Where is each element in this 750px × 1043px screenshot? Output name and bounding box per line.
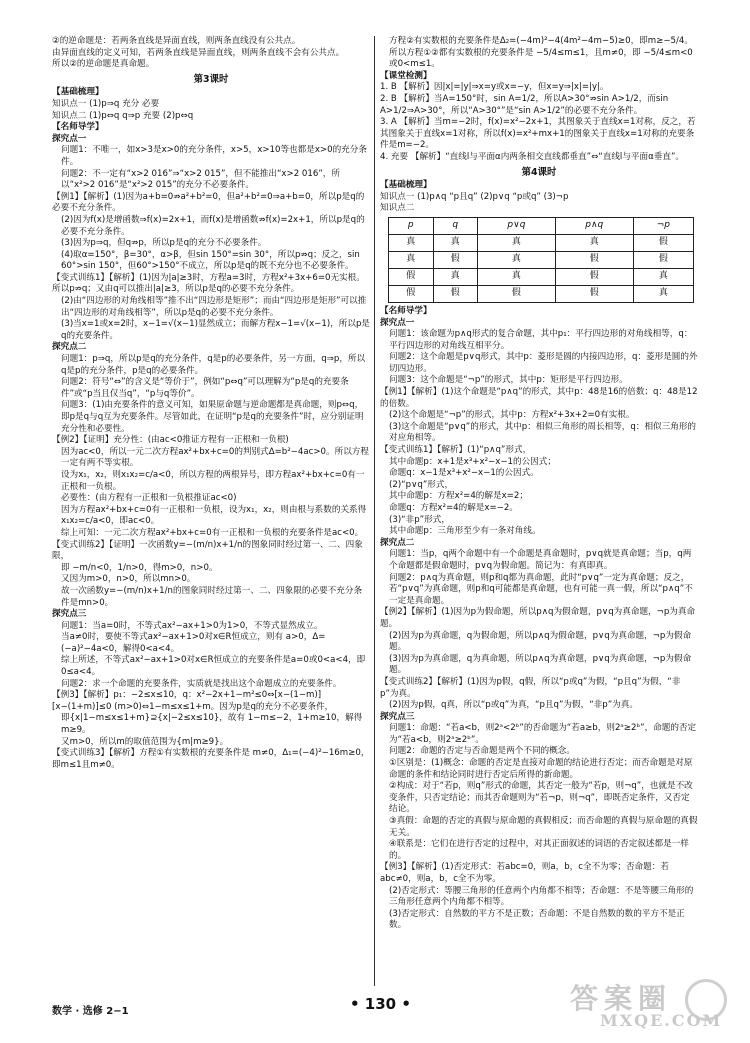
text-line: (3)这个命题是“p∨q”的形式，其中p：相似三角形的周长相等，q：相似三角形的对应角相等。 [389,421,697,444]
text-line: (2)因为p假，q真，所以“p或q”为真，“p且q”为假，“非p”为真。 [389,700,638,711]
example: 【例2】【解析】(1)因为p为假命题，所以p∧q为假命题，p∨q为真命题，¬p为真命题。 [380,607,696,629]
text-line: 问题2：符号“⇔”的含义是“等价于”，例如“p⇔q”可以理解为“p是q的充要条件”或“p当且仅当q”，“p与q等价”。 [61,377,349,399]
text-line: 故一次函数y=−(m/n)x+1/n的图象同时经过第一、二、四象限的必要不充分条件是mn>0。 [61,585,363,608]
text-line: 所以方程①②都有实数根的充要条件是 −5/4≤m≤1，且m≠0，即 −5/4≤m<0或0<m≤1。 [389,47,693,70]
text-line: 问题1：当a=0时，不等式ax²−ax+1>0为1>0，不等式显然成立。 [61,620,323,631]
truth-table-row [389,234,694,251]
text-line: ②的逆命题是：若两条直线是异面直线，则两条直线没有公共点。 [52,36,301,46]
text-line: (3)否定形式：自然数的平方不是正数；否命题：不是自然数的数的平方不是正数。 [389,908,685,931]
example: 【例2】【证明】充分性：(由ac<0推证方程有一正根和一负根) [52,435,289,446]
right-column [380,36,698,932]
text-line: (2)这个命题是“¬p”的形式，其中p：方程x²+3x+2=0有实根。 [389,410,635,421]
example: 【例3】【解析】(1)否定形式：若abc=0，则a，b，c全不为零；否命题：若abc≠0，则a，b，c全不为零。 [380,862,669,884]
text-line: (2)“p∨q”形式， [389,479,454,490]
text-line: 方程②有实数根的充要条件是Δ₂=(−4m)²−4(4m²−4m−5)≥0，即m≥−5/4。 [389,36,693,46]
truth-cell: 假 [555,285,633,302]
text-line: 知识点一 (1)p⇒q 充分 必要 [52,98,160,109]
example: 【变式训练1】【解析】(1)“p∧q”形式， [380,445,532,456]
text-line: 即{x|1−m≤x≤1+m}⊇{x|−2≤x≤10}，故有 1−m≤−2，1+m≥10，解得m≥9。 [61,713,363,736]
truth-cell: 真 [633,285,693,302]
column-divider [374,36,375,986]
text-line: 综上可知：一元二次方程ax²+bx+c=0有一正根和一负根的充要条件是ac<0。 [61,527,364,538]
text-line: 所以②的逆命题是真命题。 [52,59,155,70]
watermark-url: MXQE.COM [600,1011,723,1030]
explore-heading: 探究点三 [52,609,87,620]
example: 【变式训练1】【解析】(1)因为|a|≥3时，方程a=3时，方程x²+3x+6=0无实根。所以p⇏q；又由q可以推出|a|≥3，所以p是q的必要不充分条件。 [52,272,365,295]
text-line: ②构成：对于“若p，则q”形式的命题，其否定一般为“若p，则¬q”，也就是不改变条件，只否定结论；而其否命题则为“若¬p，则¬q”，即既否定条件，又否定结论。 [389,781,693,815]
example: 【变式训练3】【解析】方程①有实数根的充要条件是 m≠0，Δ₁=(−4)²−16m≥0，即m≤1且m≠0。 [52,748,370,770]
text-line: (2)由“四边形的对角线相等”推不出“四边形是矩形”；而由“四边形是矩形”可以推出“四边形的对角线相等”，所以p是q的必要不充分条件。 [61,296,367,318]
truth-table [388,217,694,303]
truth-cell: 真 [478,234,556,251]
text-line: 因为方程ax²+bx+c=0有一正根和一负根，设为x₁，x₂，则由根与系数的关系得x₁x₂=c/a<0，即ac<0。 [61,504,367,527]
text-line: ④联系是：它们在进行否定的过程中，对其正面叙述的词语的否定叙述都是一样的。 [389,839,689,861]
truth-cell: 假 [433,285,478,302]
truth-cell: 假 [389,268,434,285]
truth-table-row [389,268,694,285]
text-line: 其中命题p：方程x²=4的解是x=2； [389,491,528,502]
text-line: 问题1：不唯一，如x>3是x>0的充分条件，x>5，x>10等也都是x>0的充分条件。 [61,145,367,167]
text-line: 又m>0，所以m的取值范围为{m|m≥9}。 [61,736,229,747]
page-number: • 130 • [350,995,411,1013]
example: 【变式训练2】【解析】(1)因为p假，q假，所以“p或q”为假，“p且q”为假，“非p”为真。 [380,676,681,699]
truth-header-cell: p∧q [555,217,633,234]
text-line: (4)取α=150°，β=30°，α>β，但sin 150°=sin 30°，所以p⇏q；反之，sin 60°>sin 150°，但60°>150°不成立，所以p是q的既不充分也不必要条件。 [61,249,360,272]
text-line: 其中命题p：三角形至少有一条对角线。 [389,526,541,537]
text-line: 问题2：不一定有“x>2 016”⇒“x>2 015”，但不能推出“x>2 016”，所以“x²>2 016”是“x²>2 015”的充分不必要条件。 [61,168,340,191]
text-line: 知识点二 [380,203,415,214]
example: 【变式训练2】【证明】一次函数y=−(m/n)x+1/n的图象同时经过第一、二、四象限， [52,539,363,562]
text-line: 问题3：(1)由充要条件的意义可知，如果原命题与逆命题都是真命题，则p⇔q，即p是q与q互为充要条件。尽管如此，在证明“p是q的充要条件”时，应分别证明充分性和必要性。 [61,400,364,434]
truth-table-header [389,217,694,234]
left-column [52,36,370,771]
example: 【例1】【解析】(1)这个命题是“p∧q”的形式，其中p：48是16的倍数；q：48是12的倍数。 [380,387,698,409]
text-line: 问题1：命题：“若a<b，则2ᵃ<2ᵇ”的否命题为“若a≥b，则2ᵃ≥2ᵇ”，命题的否定为“若a<b，则2ᵃ≥2ᵇ”。 [389,723,697,745]
truth-header-cell: p∨q [478,217,556,234]
section-tag: 【课堂检测】 [380,70,432,81]
subject-footer: 数学 · 选修 2−1 [52,1006,129,1017]
truth-cell: 假 [555,268,633,285]
truth-cell: 真 [433,234,478,251]
text-line: 又因为m>0，n>0，所以mn>0。 [61,574,196,585]
truth-cell: 真 [389,251,434,268]
truth-cell: 假 [433,251,478,268]
truth-cell: 真 [633,268,693,285]
lesson-heading: 第4课时 [521,166,557,178]
text-line: 问题1：p⇒q，所以p是q的充分条件，q是p的必要条件，另一方面，q⇒p，所以q是p的充分条件，p是q的必要条件。 [61,354,366,376]
text-line: (3)因为p⇒q，但q⇏p，所以p是q的充分不必要条件。 [61,238,267,249]
section-tag: 【基础梳理】 [380,180,432,191]
text-line: (2)因为f(x)是增函数⇒f(x)=2x+1，而f(x)是增函数⇏f(x)=2x+1，所以p是q的必要不充分条件。 [61,214,365,237]
truth-table-row [389,251,694,268]
truth-header-cell: ¬p [633,217,693,234]
truth-table-row [389,285,694,302]
text-line: 即 −m/n<0，1/n>0，得m>0，n>0。 [61,562,218,573]
explore-heading: 探究点一 [52,133,87,144]
truth-cell: 真 [478,268,556,285]
text-line: 问题2：p∧q为真命题，则p和q都为真命题，此时“p∨q”一定为真命题；反之，若“p∨q”为真命题，则p和q可能都是真命题，也有可能一真一假，所以“p∧q”不一定是真命题。 [389,572,693,606]
explore-heading: 探究点二 [52,342,87,353]
text-line: 问题2：命题的否定与否命题是两个不同的概念。 [389,746,575,757]
lesson-heading: 第3课时 [193,73,229,85]
truth-cell: 假 [478,285,556,302]
text-line: 因为ac<0，所以一元二次方程ax²+bx+c=0的判别式Δ=b²−4ac>0。所以方程一定有两不等实根。 [61,446,369,469]
text-line: ③真假：命题的否定的真假与原命题的真假相反；而否命题的真假与原命题的真假无关。 [389,816,698,838]
truth-header-cell: q [433,217,478,234]
truth-cell: 假 [555,251,633,268]
section-tag: 【名师导学】 [380,305,432,316]
truth-cell: 真 [389,234,434,251]
truth-cell: 真 [555,234,633,251]
text-line: 其中命题p：x+1是x³+x²−x−1的公因式； [389,456,556,467]
truth-cell: 假 [633,234,693,251]
truth-cell: 真 [433,268,478,285]
watermark-text: 答案圈 [570,982,673,1015]
text-line: 必要性：(由方程有一正根和一负根推证ac<0) [61,493,237,504]
explore-heading: 探究点三 [380,711,415,722]
text-line: 问题3：这个命题是“¬p”的形式，其中p：矩形是平行四边形。 [389,375,628,386]
text-line: (2)因为p为真命题，q为假命题，所以p∧q为假命题，p∨q为真命题，¬p为假命题。 [389,630,692,653]
section-tag: 【名师导学】 [52,122,104,133]
answer: 2. B 【解析】当A=150°时，sin A=1/2，所以A>30°⇏sin A>1/2，而sin A>1/2⇒A>30°，所以“A>30°”是“sin A>1/2”的必要不充分条件。 [380,93,669,116]
text-line: 综上所述，不等式ax²−ax+1>0对x∈R恒成立的充要条件是a=0或0<a<4，即0≤a<4。 [61,655,366,678]
truth-header-cell: p [389,217,434,234]
example: 【例3】【解析】p₁：−2≤x≤10，q：x²−2x+1−m²≤0⇔[x−(1−m)][x−(1+m)]≤0 (m>0)⇔1−m≤x≤1+m。因为p是q的充分不必要条件， [52,690,334,712]
text-line: 当a≠0时，要使不等式ax²−ax+1>0对x∈R恒成立，则有 a>0，Δ=(−a)²−4a<0，解得0<a<4。 [61,632,326,654]
text-line: ①区别是：(1)概念：命题的否定是直接对命题的结论进行否定；而否命题是对原命题的条件和结论同时进行否定后所得的新命题。 [389,758,693,780]
text-line: 问题2：求一个命题的充要条件，实质就是找出这个命题成立的充要条件。 [61,678,342,689]
text-line: 由异面直线的定义可知，若两条直线是异面直线，则两条直线不会有公共点。 [52,47,345,58]
watermark-logo [560,975,740,1035]
text-line: 问题1：该命题为p∧q形式的复合命题，其中p₁：平行四边形的对角线相等，q：平行四边形的对角线互相平分。 [389,329,693,351]
text-line: (3)“非p”形式， [389,514,450,525]
truth-cell: 假 [389,285,434,302]
example: 【例1】【解析】(1)因为a+b=0⇏a²+b²=0，但a²+b²=0⇒a+b=0，所以p是q的必要不充分条件。 [52,191,365,214]
answer: 3. A 【解析】当m=−2时，f(x)=x²−2x+1，其图象关于直线x=1对称，反之，若其图象关于直线x=1对称，所以f(x)=x²+mx+1的图象关于直线x=1对称的充要条件是m=−2。 [380,117,696,151]
explore-heading: 探究点一 [380,317,415,328]
text-line: 设为x₁，x₂，则x₁x₂=c/a<0，所以方程的两根异号，即方程ax²+bx+c=0有一正根和一负根。 [61,469,365,492]
text-line: (2)否定形式：等腰三角形的任意两个内角都不相等；否命题：不是等腰三角形的三角形任意两个内角都不相等。 [389,885,694,908]
text-line: 命题q：方程x²=4的解是x=−2。 [389,503,518,513]
text-line: 知识点二 (1)p⇔q q⇒p 充要 (2)p⇔q [52,110,194,121]
truth-cell: 假 [633,251,693,268]
answer: 4. 充要 【解析】“直线l与平面α内两条相交直线都垂直”⇔“直线l与平面α垂直”。 [380,151,684,162]
text-line: 问题2：这个命题是p∨q形式，其中p：菱形是圆的内接四边形，q：菱形是圆的外切四边形。 [389,352,698,374]
explore-heading: 探究点二 [380,537,415,548]
truth-cell: 真 [478,251,556,268]
section-tag: 【基础梳理】 [52,87,104,98]
text-line: (3)当x=1或x=2时，x−1=√(x−1)显然成立；而解方程x−1=√(x−1)，所以p是q的充要条件。 [61,319,371,341]
text-line: 问题1：当p，q两个命题中有一个命题是真命题时，p∨q就是真命题；当p，q两个命题都是假命题时，p∨q为假命题。简记为：有真即真。 [389,549,692,571]
answer: 1. B 【解析】因|x|=|y|⇒x=y或x=−y，但x=y⇒|x|=|y|。 [380,82,609,93]
text-line: (3)因为p为真命题，q为真命题，所以p∧q为真命题，p∨q为真命题，¬p为假命题。 [389,653,692,676]
text-line: 命题q：x−1是x³+x²−x−1的公因式。 [389,468,539,479]
text-line: 知识点一 (1)p∧q “p且q” (2)p∨q “p或q” (3)¬p [380,191,569,202]
